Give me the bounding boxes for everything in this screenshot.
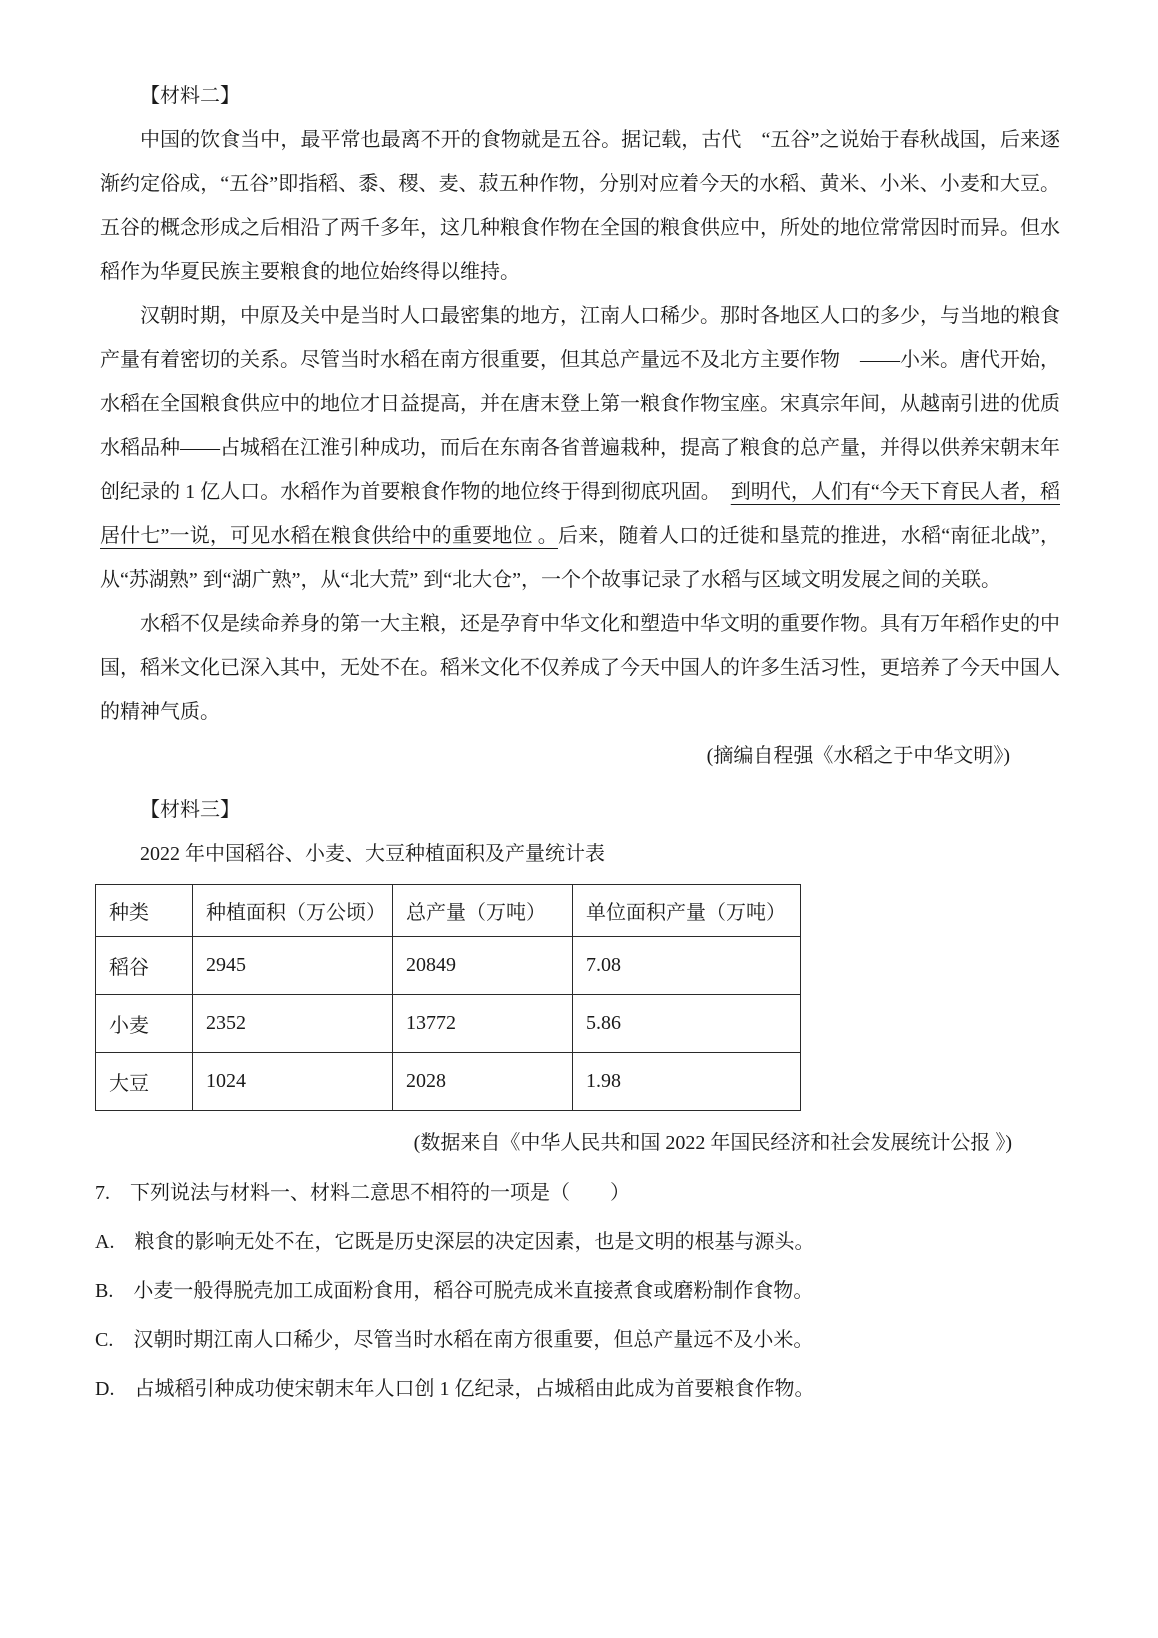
table-header-total: 总产量（万吨） [393, 885, 573, 937]
question-7-stem: 7. 下列说法与材料一、材料二意思不相符的一项是（ ） [95, 1182, 630, 1204]
table-cell: 20849 [393, 937, 573, 995]
crop-statistics-table [95, 884, 801, 1111]
table-cell: 7.08 [573, 937, 801, 995]
question-7-option-d: D. 占城稻引种成功使宋朝末年人口创 1 亿纪录，占城稻由此成为首要粮食作物。 [95, 1378, 815, 1400]
table-cell: 5.86 [573, 995, 801, 1053]
table-cell: 1.98 [573, 1053, 801, 1111]
table-header-row [96, 885, 801, 937]
table-cell: 2352 [193, 995, 393, 1053]
paragraph2-text-before: 汉朝时期，中原及关中是当时人口最密集的地方，江南人口稀少。那时各地区人口的多少，与当地的粮食产量有着密切的关系。尽管当时水稻在南方很重要，但其总产量远不及北方主要作物 ——小米。唐代开始，水稻在全国粮食供应中的地位才日益提高，并在唐末登上第一粮食作物宝座。宋真宗年间，从越南引进的优质水稻品种——占城稻在江淮引种成功，而后在东南各省普遍栽种，提高了粮食的总产量，并得以供养宋朝末年创纪录的 1 亿人口。水稻作为首要粮食作物的地位终于得到彻底巩固。 [100, 305, 1060, 503]
question-7-option-c: C. 汉朝时期江南人口稀少，尽管当时水稻在南方很重要，但总产量远不及小米。 [95, 1329, 814, 1351]
question-7-option-b: B. 小麦一般得脱壳加工成面粉食用，稻谷可脱壳成米直接煮食或磨粉制作食物。 [95, 1280, 814, 1302]
table-source: (数据来自《中华人民共和国 2022 年国民经济和社会发展统计公报 》) [413, 1132, 1012, 1154]
table-header-unit-yield: 单位面积产量（万吨） [573, 885, 801, 937]
question-7-option-a: A. 粮食的影响无处不在，它既是历史深层的决定因素，也是文明的根基与源头。 [95, 1231, 815, 1253]
table-row [96, 1053, 801, 1111]
table-header-kind: 种类 [96, 885, 193, 937]
material3-heading: 【材料三】 [140, 799, 240, 821]
table-row [96, 995, 801, 1053]
table-cell: 2945 [193, 937, 393, 995]
table-cell: 小麦 [96, 995, 193, 1053]
table-header-area: 种植面积（万公顷） [193, 885, 393, 937]
table-row [96, 937, 801, 995]
material2-attribution: (摘编自程强《水稻之于中华文明》) [706, 745, 1010, 767]
table-cell: 大豆 [96, 1053, 193, 1111]
material2-paragraph-3: 水稻不仅是续命养身的第一大主粮，还是孕育中华文化和塑造中华文明的重要作物。具有万年稻作史的中国，稻米文化已深入其中，无处不在。稻米文化不仅养成了今天中国人的许多生活习性，更培养了今天中国人的精神气质。 [100, 613, 1060, 723]
table-title: 2022 年中国稻谷、小麦、大豆种植面积及产量统计表 [140, 843, 605, 865]
table-cell: 1024 [193, 1053, 393, 1111]
question-7 [95, 1171, 1060, 1411]
table-cell: 13772 [393, 995, 573, 1053]
paragraph2-underlined-text: 到明代，人们有“今天下育民人者，稻居什七”一说，可见水稻在粮食供给中的重要地位 。 [100, 481, 1060, 547]
paragraph2-text-after: 后来，随着人口的迁徙和垦荒的推进，水稻“南征北战”，从“苏湖熟” 到“湖广熟”，从“北大荒” 到“北大仓”，一个个故事记录了水稻与区域文明发展之间的关联。 [100, 525, 1060, 591]
material2-heading: 【材料二】 [140, 85, 240, 107]
material2-paragraph-2 [100, 294, 1060, 602]
table-cell: 稻谷 [96, 937, 193, 995]
material2-paragraph-1: 中国的饮食当中，最平常也最离不开的食物就是五谷。据记载，古代 “五谷”之说始于春秋战国，后来逐渐约定俗成，“五谷”即指稻、黍、稷、麦、菽五种作物，分别对应着今天的水稻、黄米、小米、小麦和大豆。五谷的概念形成之后相沿了两千多年，这几种粮食作物在全国的粮食供应中，所处的地位常常因时而异。但水稻作为华夏民族主要粮食的地位始终得以维持。 [100, 129, 1060, 283]
table-cell: 2028 [393, 1053, 573, 1111]
